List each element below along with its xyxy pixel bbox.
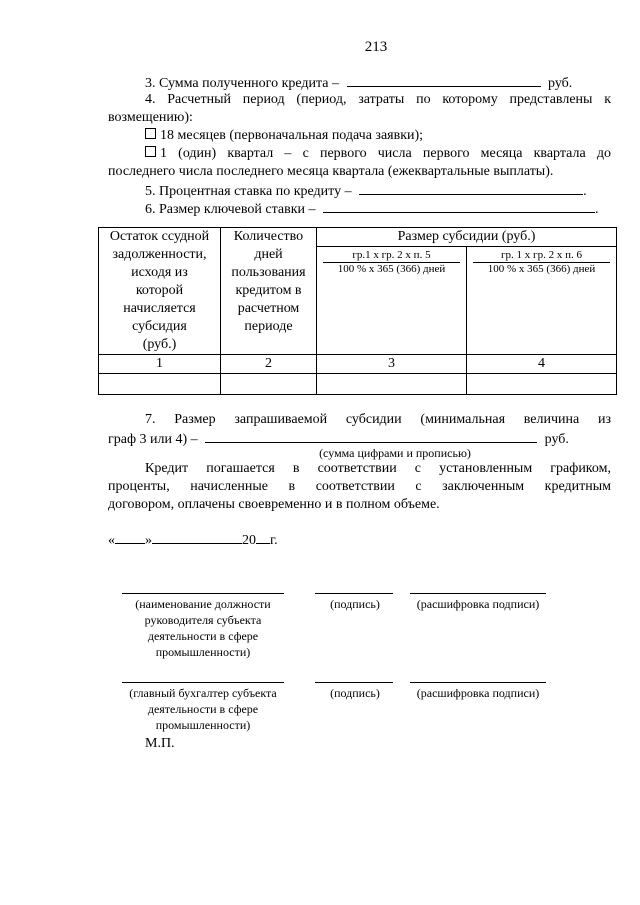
director-decoding-line[interactable] <box>410 593 546 594</box>
director-position-caption-line: деятельности в сфере <box>147 629 259 643</box>
entry-cell-subsidy-a[interactable] <box>317 374 467 395</box>
col2-header-line: кредитом в <box>235 283 302 298</box>
key-rate-field[interactable] <box>323 199 595 213</box>
director-position-caption <box>110 596 296 660</box>
statement-line-3: договором, оплачены своевременно и в полном объеме. <box>108 497 440 512</box>
col1-header <box>99 228 221 355</box>
col2-header-line: расчетном <box>237 301 300 316</box>
requested-subsidy-unit: руб. <box>544 432 569 447</box>
formula-b-cell <box>467 247 617 355</box>
period-option-quarter-label: 1 (один) квартал – с первого числа первого месяца квартала до <box>160 146 611 161</box>
period-option-quarter-cont: последнего числа последнего месяца квартала (ежеквартальные выплаты). <box>108 164 554 179</box>
col1-header-line: которой <box>135 283 184 298</box>
credit-amount-line <box>145 73 572 93</box>
formula-a <box>323 249 460 276</box>
formula-b-numerator: гр. 1 x гр. 2 x п. 6 <box>473 249 610 263</box>
director-signature-caption: (подпись) <box>330 597 380 611</box>
col1-header-line: Остаток ссудной <box>109 229 210 244</box>
key-rate-end: . <box>595 202 599 217</box>
subsidy-header: Размер субсидии (руб.) <box>317 228 617 247</box>
requested-subsidy-label-cont: граф 3 или 4) – <box>108 432 198 447</box>
period-option-quarter[interactable] <box>145 145 611 163</box>
interest-rate-line <box>145 181 587 201</box>
requested-subsidy-field[interactable] <box>205 429 537 443</box>
date-open-quote: « <box>108 533 115 548</box>
checkbox-quarter[interactable] <box>145 146 156 157</box>
interest-rate-field[interactable] <box>359 181 583 195</box>
director-signature-line[interactable] <box>315 593 393 594</box>
key-rate-line <box>145 199 599 219</box>
formula-key-rate-cell <box>317 247 467 355</box>
col2-header <box>221 228 317 355</box>
col-number-4: 4 <box>467 355 617 374</box>
date-close-quote: » <box>145 533 152 548</box>
statement-line-2: проценты, начисленные в соответствии с заключенным кредитным <box>108 479 611 494</box>
interest-rate-end: . <box>583 184 587 199</box>
accountant-position-caption-line: промышленности) <box>155 718 251 732</box>
statement-line-1: Кредит погашается в соответствии с установленным графиком, <box>145 461 611 476</box>
formula-a-denominator: 100 % x 365 (366) дней <box>337 263 446 275</box>
col2-header-line: дней <box>254 247 283 262</box>
credit-amount-label: 3. Сумма полученного кредита – <box>145 76 340 91</box>
col1-header-line: начисляется <box>123 301 196 316</box>
col1-header-line: (руб.) <box>142 337 177 352</box>
calc-period-label: 4. Расчетный период (период, затраты по которому представлены к <box>145 92 611 107</box>
director-position-caption-line: промышленности) <box>155 645 251 659</box>
accountant-signature-caption: (подпись) <box>330 686 380 700</box>
accountant-decoding-line[interactable] <box>410 682 546 683</box>
accountant-position-caption-line: деятельности в сфере <box>147 702 259 716</box>
accountant-position-line[interactable] <box>122 682 284 683</box>
credit-amount-field[interactable] <box>347 73 541 87</box>
requested-subsidy-label: 7. Размер запрашиваемой субсидии (минимальная величина из <box>145 412 611 427</box>
col2-header-line: пользования <box>231 265 306 280</box>
formula-a-numerator: гр.1 x гр. 2 x п. 5 <box>323 249 460 263</box>
date-month-field[interactable] <box>152 530 242 544</box>
date-day-field[interactable] <box>115 530 145 544</box>
director-decoding-caption: (расшифровка подписи) <box>416 597 540 611</box>
director-position-line[interactable] <box>122 593 284 594</box>
date-year-prefix: 20 <box>242 533 256 548</box>
col1-header-line: задолженности, <box>112 247 207 262</box>
stamp-place-label: М.П. <box>145 736 175 751</box>
formula-b <box>473 249 610 276</box>
calc-period-label-cont: возмещению): <box>108 110 193 125</box>
period-option-18-months[interactable] <box>145 127 423 145</box>
accountant-decoding-caption: (расшифровка подписи) <box>416 686 540 700</box>
col-number-3: 3 <box>317 355 467 374</box>
entry-cell-subsidy-b[interactable] <box>467 374 617 395</box>
interest-rate-label: 5. Процентная ставка по кредиту – <box>145 184 352 199</box>
checkbox-18-months[interactable] <box>145 128 156 139</box>
subsidy-table <box>98 227 617 395</box>
credit-amount-unit: руб. <box>548 76 573 91</box>
col1-header-line: субсидия <box>132 319 187 334</box>
col1-header-line: исходя из <box>131 265 188 280</box>
date-year-suffix: г. <box>270 533 278 548</box>
director-position-caption-line: руководителя субъекта <box>144 613 262 627</box>
accountant-position-caption <box>110 685 296 733</box>
date-year-field[interactable] <box>256 530 270 544</box>
date-line <box>108 530 278 550</box>
col-number-1: 1 <box>99 355 221 374</box>
director-position-caption-line: (наименование должности <box>135 597 271 611</box>
accountant-position-caption-line: (главный бухгалтер субъекта <box>129 686 277 700</box>
col2-header-line: периоде <box>244 319 293 334</box>
requested-subsidy-caption: (сумма цифрами и прописью) <box>319 446 471 460</box>
entry-cell-loan-balance[interactable] <box>99 374 221 395</box>
col-number-2: 2 <box>221 355 317 374</box>
formula-b-denominator: 100 % x 365 (366) дней <box>487 263 596 275</box>
entry-cell-days[interactable] <box>221 374 317 395</box>
page-number: 213 <box>364 39 388 55</box>
period-option-18-months-label: 18 месяцев (первоначальная подача заявки); <box>160 128 424 143</box>
accountant-signature-line[interactable] <box>315 682 393 683</box>
key-rate-label: 6. Размер ключевой ставки – <box>145 202 316 217</box>
col2-header-line: Количество <box>233 229 304 244</box>
